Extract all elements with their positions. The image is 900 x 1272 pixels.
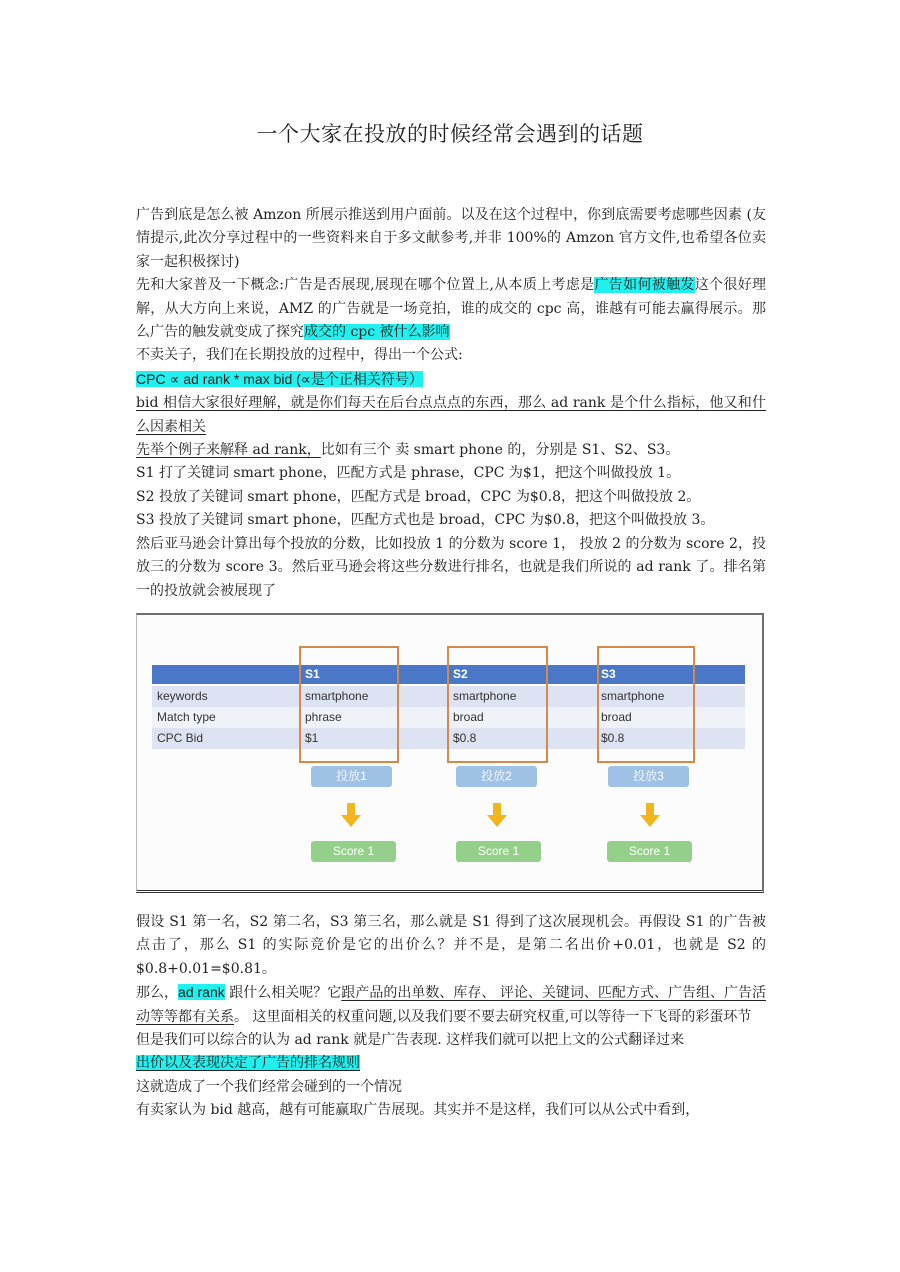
intro-paragraph: 广告到底是怎么被 Amzon 所展示推送到用户面前。以及在这个过程中，你到底需要考虑哪些因素 (友情提示,此次分享过程中的一些资料来自于多文献参考,并非 100%的 Amzon 官方文件,也希望各位卖家一起积极探讨) (136, 207, 766, 270)
adrank-text: 那么， (136, 985, 179, 1002)
cell-s2-keyword: smartphone (453, 689, 517, 703)
s2-column-outline (447, 646, 548, 763)
placement-3-pill: 投放3 (608, 766, 689, 787)
text-block-top (136, 204, 766, 603)
header-s3: S3 (601, 667, 616, 681)
header-s1: S1 (305, 667, 320, 681)
concept-text: 先和大家普及一下概念:广告是否展现,展现在哪个位置上,从本质上考虑是 (136, 277, 595, 294)
cell-s3-match: broad (601, 710, 632, 724)
row-label-keywords: keywords (157, 689, 208, 703)
rule-highlight: 出价以及表现决定了广告的排名规则 (136, 1055, 360, 1072)
text-block-bottom (136, 911, 766, 1123)
rule-line (136, 1052, 766, 1075)
formula-line (136, 368, 766, 392)
score-1-pill: Score 1 (311, 841, 396, 862)
adrank-text-cont: 跟什么相关呢？它 (224, 985, 342, 1002)
down-arrow-icon (640, 803, 660, 827)
line-s2: S2 投放了关键词 smart phone，匹配方式是 broad，CPC 为$0.8，把这个叫做投放 2。 (136, 488, 701, 505)
placement-2-pill: 投放2 (456, 766, 537, 787)
adrank-highlight: ad rank (178, 984, 225, 1001)
cell-s1-keyword: smartphone (305, 689, 369, 703)
adrank-text-end: 。 这里面相关的权重问题,以及我们要不要去研究权重,可以等待一下飞哥的彩蛋环节 (234, 1008, 752, 1025)
formula-highlight: CPC ∝ ad rank * max bid (∝是个正相关符号） (136, 370, 423, 387)
cell-s3-keyword: smartphone (601, 689, 665, 703)
highlight-cpc: 成交的 cpc 被什么影响 (304, 324, 450, 341)
adrank-paragraph (136, 981, 766, 1029)
cell-s1-bid: $1 (305, 731, 319, 745)
row-label-match-type: Match type (157, 710, 216, 724)
formula-intro: 不卖关子，我们在长期投放的过程中，得出一个公式: (136, 347, 463, 364)
down-arrow-icon (487, 803, 507, 827)
cell-s2-bid: $0.8 (453, 731, 477, 745)
concept-text-cont: 这个很好理解，从大方向上来说，AMZ 的广告就是一场竞拍，谁的成交的 cpc 高，谁越有可能去赢得展示。那么广告的触发就变成了探究 (136, 277, 767, 341)
example-paragraph (136, 439, 766, 462)
bid-paragraph: bid 相信大家很好理解，就是你们每天在后台点点点的东西，那么 ad rank 是个什么指标，他又和什么因素相关 (136, 395, 766, 435)
line-s3: S3 投放了关键词 smart phone，匹配方式也是 broad，CPC 为$0.8，把这个叫做投放 3。 (136, 512, 715, 529)
header-s2: S2 (453, 667, 468, 681)
down-arrow-icon (341, 803, 361, 827)
placement-1-pill: 投放1 (311, 766, 392, 787)
ad-rank-figure (136, 613, 764, 893)
case-paragraph: 这就造成了一个我们经常会碰到的一个情况 (136, 1078, 402, 1095)
cell-s3-bid: $0.8 (601, 731, 625, 745)
last-paragraph: 有卖家认为 bid 越高，越有可能赢取广告展现。其实并不是这样，我们可以从公式中看到， (136, 1102, 700, 1119)
summary-paragraph: 但是我们可以综合的认为 ad rank 就是广告表现. 这样我们就可以把上文的公式翻译过来 (136, 1032, 685, 1049)
rank-paragraph: 假设 S1 第一名，S2 第二名，S3 第三名，那么就是 S1 得到了这次展现机会。再假设 S1 的广告被点击了，那么 S1 的实际竞价是它的出价么？并不是，是第二名出价+0.01，也就是 S2 的$0.8+0.01=$0.81。 (136, 914, 766, 977)
score-3-pill: Score 1 (607, 841, 692, 862)
cell-s1-match: phrase (305, 710, 342, 724)
adrank-factors-underlined: 跟产品的出单数、库存、 评论、关键词、匹配方式、广告组、广告活动等等都有关系 (136, 985, 767, 1025)
document-title: 一个大家在投放的时候经常会遇到的话题 (256, 122, 644, 146)
s3-column-outline (597, 646, 695, 763)
cell-s2-match: broad (453, 710, 484, 724)
highlight-trigger: 广告如何被触发 (594, 277, 695, 294)
line-s1: S1 打了关键词 smart phone，匹配方式是 phrase，CPC 为$1，把这个叫做投放 1。 (136, 465, 681, 482)
example-rest: 比如有三个 卖 smart phone 的，分别是 S1、S2、S3。 (320, 442, 680, 459)
concept-paragraph (136, 274, 766, 344)
score-paragraph: 然后亚马逊会计算出每个投放的分数，比如投放 1 的分数为 score 1， 投放 2 的分数为 score 2，投放三的分数为 score 3。然后亚马逊会将这些分数进行排名，也就是我们所说的 ad rank 了。排名第一的投放就会被展现了 (136, 535, 766, 599)
row-label-cpc-bid: CPC Bid (157, 731, 204, 745)
s1-column-outline (299, 646, 399, 763)
score-2-pill: Score 1 (456, 841, 541, 862)
example-underlined: 先举个例子来解释 ad rank， (136, 442, 321, 459)
